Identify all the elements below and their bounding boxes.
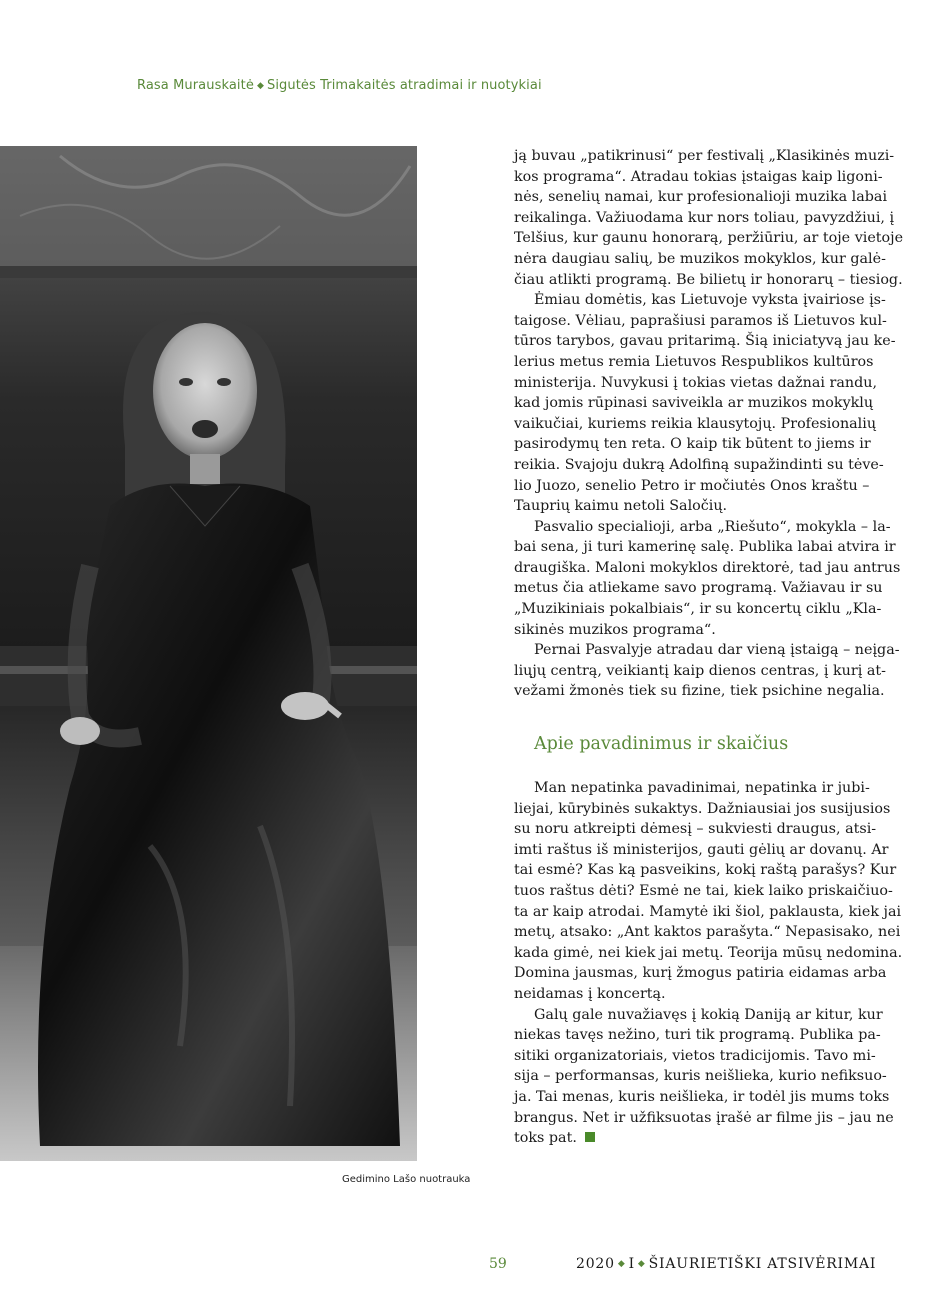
- body-line: ją buvau „patikrinusi“ per festivalį „Klasikinės muzi-: [514, 148, 895, 164]
- page-number: 59: [489, 1256, 507, 1272]
- body-line: ta ar kaip atrodai. Mamytė iki šiol, paklausta, kiek jai: [514, 903, 902, 920]
- header-separator-icon: ◆: [256, 81, 264, 91]
- body-line: sitiki organizatoriais, vietos tradicijomis. Tavo mi-: [514, 1047, 876, 1064]
- end-mark-icon: [585, 1132, 595, 1142]
- body-line: „Muzikiniais pokalbiais“, ir su koncertų ciklu „Kla-: [514, 601, 882, 618]
- body-line: niekas tavęs nežino, turi tik programą. Publika pa-: [514, 1027, 881, 1044]
- body-line: kad jomis rūpinasi saviveikla ar muzikos mokyklų: [514, 395, 874, 412]
- header-title: Sigutės Trimakaitės atradimai ir nuotykiai: [266, 78, 542, 93]
- body-line: sija – performansas, kuris neišlieka, kurio nefiksuo-: [514, 1068, 887, 1085]
- body-line: pasirodymų ten reta. O kaip tik būtent to jiems ir: [514, 436, 871, 453]
- body-line-end: [514, 1128, 865, 1149]
- body-line: čiau atlikti programą. Be bilietų ir honorarų – tiesiog.: [514, 271, 903, 288]
- header-author: Rasa Murauskaitė: [137, 78, 254, 93]
- footer-separator-icon: ◆: [637, 1259, 646, 1269]
- body-line: tuos raštus dėti? Esmė ne tai, kiek laiko priskaičiuo-: [514, 882, 893, 899]
- body-line: nėra daugiau salių, be muzikos mokyklos, kur galė-: [514, 250, 886, 267]
- body-line: ministerija. Nuvykusi į tokias vietas dažnai randu,: [514, 374, 877, 391]
- body-line: draugiška. Maloni mokyklos direktorė, tad jau antrus: [514, 559, 901, 576]
- body-line: metus čia atliekame savo programą. Važiavau ir su: [514, 580, 883, 597]
- body-line: neidamas į koncertą.: [514, 985, 666, 1002]
- body-line: Tauprių kaimu netoli Saločių.: [514, 498, 728, 515]
- body-line: tai esmė? Kas ką pasveikins, kokį raštą parašys? Kur: [514, 862, 897, 879]
- footer-issue: I: [628, 1256, 635, 1272]
- body-line: tūros tarybos, gavau pritarimą. Šią iniciatyvą jau ke-: [514, 333, 896, 350]
- body-line: ja. Tai menas, kuris neišlieka, ir todėl jis mums toks: [514, 1088, 890, 1105]
- body-line: kada gimė, nei kiek jai metų. Teorija mūsų nedomina.: [514, 944, 903, 961]
- body-line: vežami žmonės tiek su fizine, tiek psichine negalia.: [514, 683, 885, 700]
- body-line: reikia. Svajoju dukrą Adolfiną supažindinti su tėve-: [514, 456, 884, 473]
- section-heading: Apie pavadinimus ir skaičius: [534, 734, 789, 754]
- running-footer: [576, 1256, 876, 1272]
- body-line: reikalinga. Važiuodama kur nors toliau, pavyzdžiui, į: [514, 209, 895, 226]
- body-line: Domina jausmas, kurį žmogus patiria eidamas arba: [514, 965, 887, 982]
- footer-separator-icon: ◆: [617, 1259, 626, 1269]
- body-line: vaikučiai, kuriems reikia klausytojų. Profesionalių: [514, 415, 877, 432]
- body-line: liųjų centrą, veikiantį kaip dienos centras, į kurį at-: [514, 662, 886, 679]
- body-line: Man nepatinka pavadinimai, nepatinka ir jubi-: [534, 780, 870, 796]
- body-line: brangus. Net ir užfiksuotas įrašė ar filme jis – jau ne: [514, 1109, 894, 1126]
- body-line: lio Juozo, senelio Petro ir močiutės Onos kraštu –: [514, 477, 870, 494]
- body-line: Telšius, kur gaunu honorarą, peržiūriu, ar toje vietoje: [514, 230, 904, 247]
- body-line: Pasvalio specialioji, arba „Riešuto“, mokykla – la-: [534, 518, 891, 535]
- footer-year: 2020: [576, 1256, 615, 1272]
- body-line: kos programa“. Atradau tokias įstaigas kaip ligoni-: [514, 168, 883, 185]
- body-line: imti raštus iš ministerijos, gauti gėlių ar dovanų. Ar: [514, 841, 889, 858]
- running-header: [137, 78, 542, 93]
- body-line: bai sena, ji turi kamerinę salę. Publika labai atvira ir: [514, 539, 896, 556]
- body-line: taigose. Vėliau, paprašiusi paramos iš Lietuvos kul-: [514, 312, 887, 329]
- body-line: su noru atkreipti dėmesį – sukviesti draugus, atsi-: [514, 821, 877, 838]
- body-line: Galų gale nuvažiavęs į kokią Daniją ar kitur, kur: [534, 1006, 883, 1023]
- photo-caption: Gedimino Lašo nuotrauka: [342, 1174, 471, 1185]
- body-line: lerius metus remia Lietuvos Respublikos kultūros: [514, 353, 874, 370]
- body-line: nės, senelių namai, kur profesionalioji muzika labai: [514, 189, 888, 206]
- portrait-photo: [0, 146, 417, 1161]
- footer-journal: ŠIAURIETIŠKI ATSIVĖRIMAI: [648, 1256, 877, 1272]
- body-line: sikinės muzikos programa“.: [514, 621, 716, 638]
- body-text-2: [514, 778, 903, 1149]
- body-line: toks pat.: [514, 1130, 577, 1147]
- body-line: Pernai Pasvalyje atradau dar vieną įstaigą – neįga-: [534, 642, 900, 659]
- body-line: liejai, kūrybinės sukaktys. Dažniausiai jos susijusios: [514, 800, 891, 817]
- body-text: [514, 146, 904, 702]
- body-line: metų, atsako: „Ant kaktos parašyta.“ Nepasisako, nei: [514, 924, 901, 941]
- body-line: Ėmiau domėtis, kas Lietuvoje vyksta įvairiose įs-: [534, 292, 886, 309]
